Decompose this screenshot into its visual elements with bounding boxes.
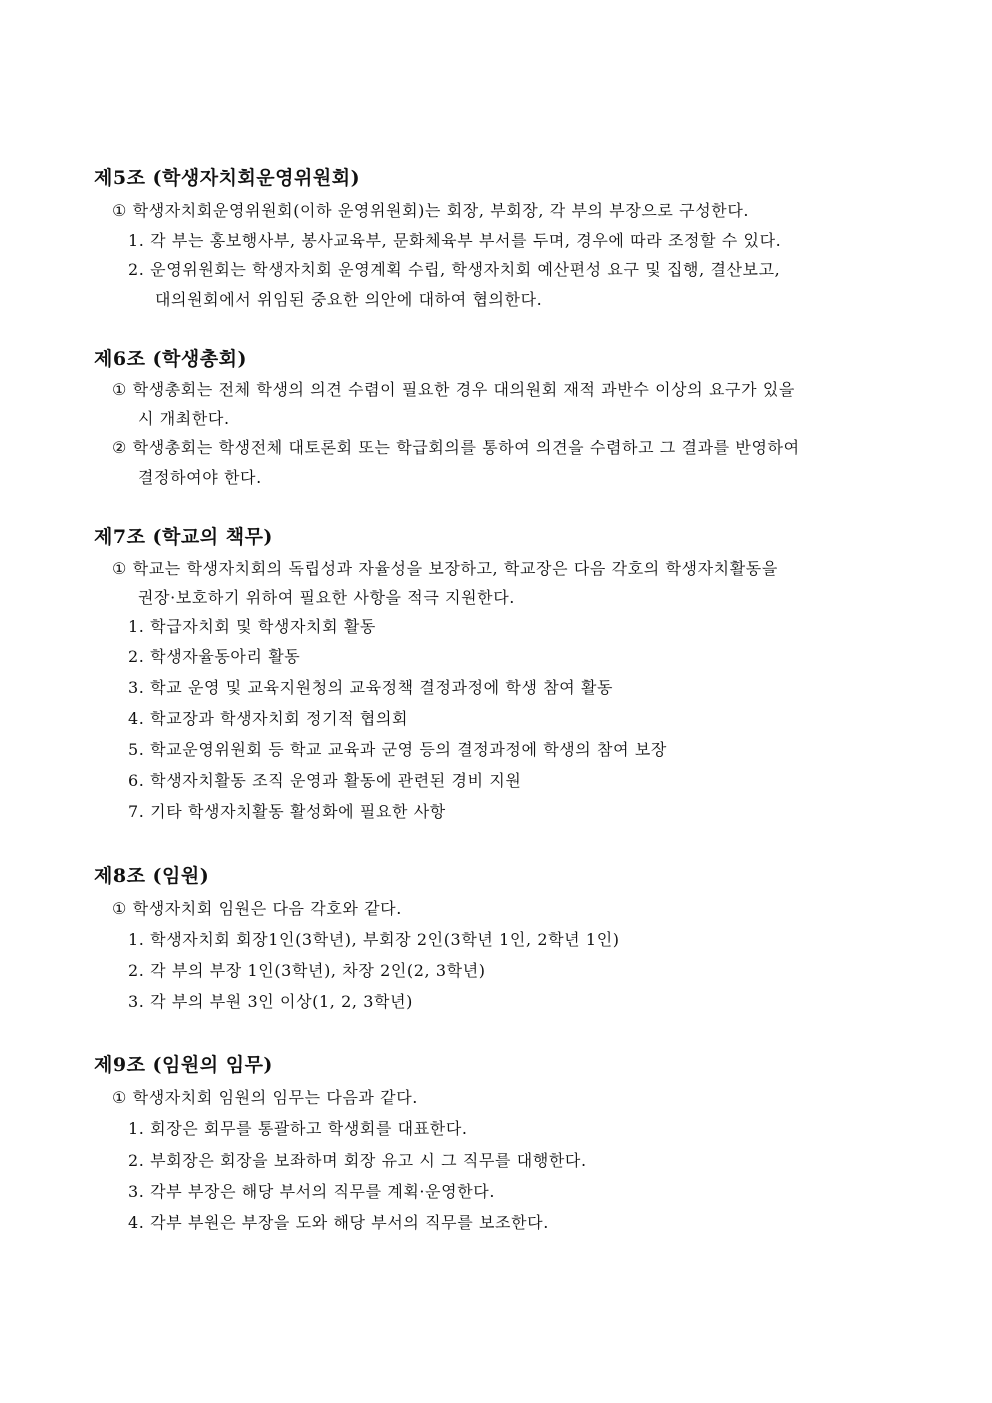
article-5-item-1 [128, 228, 781, 251]
item-text: 회장은 회무를 통괄하고 학생회를 대표한다. [150, 1119, 468, 1138]
item-marker: 3. [128, 678, 145, 697]
article-5-title: 제5조 (학생자치회운영위원회) [94, 167, 361, 189]
clause-marker: ① [112, 201, 127, 220]
item-marker: 1. [128, 930, 145, 949]
clause-text: 학교는 학생자치회의 독립성과 자율성을 보장하고, 학교장은 다음 각호의 학생자치활동을 [132, 559, 778, 578]
article-7-item-3 [128, 675, 613, 698]
item-text: 부회장은 회장을 보좌하며 회장 유고 시 그 직무를 대행한다. [150, 1151, 587, 1170]
article-8-item-2 [128, 958, 486, 981]
article-8-item-3 [128, 989, 413, 1012]
article-6-clause-1 [112, 377, 795, 400]
item-text: 학교 운영 및 교육지원청의 교육정책 결정과정에 학생 참여 활동 [150, 678, 614, 697]
article-7-item-5 [128, 737, 667, 760]
article-8-title: 제8조 (임원) [94, 865, 210, 887]
item-marker: 2. [128, 961, 145, 980]
item-marker: 1. [128, 231, 145, 250]
article-7-clause-1 [112, 556, 778, 579]
item-text: 각 부는 홍보행사부, 봉사교육부, 문화체육부 부서를 두며, 경우에 따라 조정할 수 있다. [150, 231, 782, 250]
article-8-clause-1 [112, 896, 402, 919]
article-9-item-4 [128, 1210, 549, 1233]
article-9-clause-1 [112, 1085, 418, 1108]
item-marker: 2. [128, 647, 145, 666]
item-marker: 7. [128, 802, 145, 821]
item-marker: 6. [128, 771, 145, 790]
article-6-clause-2-cont: 결정하여야 한다. [138, 468, 262, 487]
article-5-item-2-cont: 대의원회에서 위임된 중요한 의안에 대하여 협의한다. [155, 290, 543, 309]
item-marker: 4. [128, 709, 145, 728]
item-text: 학교운영위원회 등 학교 교육과 군영 등의 결정과정에 학생의 참여 보장 [150, 740, 667, 759]
article-5-item-2 [128, 257, 780, 280]
clause-marker: ① [112, 1088, 127, 1107]
item-text: 운영위원회는 학생자치회 운영계획 수립, 학생자치회 예산편성 요구 및 집행, 결산보고, [150, 260, 781, 279]
item-marker: 1. [128, 1119, 145, 1138]
article-7-item-4 [128, 706, 408, 729]
item-marker: 1. [128, 617, 145, 636]
clause-marker: ① [112, 559, 127, 578]
item-text: 학생자율동아리 활동 [150, 647, 301, 666]
article-5-clause-1 [112, 198, 749, 221]
clause-marker: ② [112, 438, 127, 457]
item-text: 기타 학생자치활동 활성화에 필요한 사항 [150, 802, 446, 821]
item-marker: 2. [128, 1151, 145, 1170]
item-text: 각 부의 부장 1인(3학년), 차장 2인(2, 3학년) [150, 961, 486, 980]
article-9-title: 제9조 (임원의 임무) [94, 1054, 273, 1076]
article-9-item-1 [128, 1116, 468, 1139]
clause-text: 학생자치회 임원의 임무는 다음과 같다. [132, 1088, 418, 1107]
article-8-item-1 [128, 927, 620, 950]
clause-text: 학생자치회운영위원회(이하 운영위원회)는 회장, 부회장, 각 부의 부장으로 구성한다. [132, 201, 750, 220]
item-text: 학생자치활동 조직 운영과 활동에 관련된 경비 지원 [150, 771, 522, 790]
article-7-clause-1-cont: 권장·보호하기 위하여 필요한 사항을 적극 지원한다. [138, 588, 515, 607]
clause-marker: ① [112, 380, 127, 399]
item-marker: 2. [128, 260, 145, 279]
item-marker: 5. [128, 740, 145, 759]
article-7-item-7 [128, 799, 446, 822]
article-9-item-3 [128, 1179, 495, 1202]
clause-text: 학생자치회 임원은 다음 각호와 같다. [132, 899, 402, 918]
item-text: 학교장과 학생자치회 정기적 협의회 [150, 709, 409, 728]
item-text: 학급자치회 및 학생자치회 활동 [150, 617, 376, 636]
article-7-title: 제7조 (학교의 책무) [94, 526, 273, 548]
article-6-title: 제6조 (학생총회) [94, 348, 247, 370]
article-7-item-6 [128, 768, 521, 791]
item-text: 각 부의 부원 3인 이상(1, 2, 3학년) [150, 992, 414, 1011]
item-text: 학생자치회 회장1인(3학년), 부회장 2인(3학년 1인, 2학년 1인) [150, 930, 620, 949]
clause-text: 학생총회는 전체 학생의 의견 수렴이 필요한 경우 대의원회 재적 과반수 이상의 요구가 있을 [132, 380, 795, 399]
clause-text: 학생총회는 학생전체 대토론회 또는 학급회의를 통하여 의견을 수렴하고 그 결과를 반영하여 [132, 438, 800, 457]
item-marker: 4. [128, 1213, 145, 1232]
article-7-item-2 [128, 644, 300, 667]
article-6-clause-2 [112, 435, 800, 458]
item-text: 각부 부장은 해당 부서의 직무를 계획·운영한다. [150, 1182, 496, 1201]
clause-marker: ① [112, 899, 127, 918]
article-6-clause-1-cont: 시 개최한다. [138, 409, 230, 428]
item-marker: 3. [128, 1182, 145, 1201]
article-7-item-1 [128, 614, 376, 637]
item-marker: 3. [128, 992, 145, 1011]
item-text: 각부 부원은 부장을 도와 해당 부서의 직무를 보조한다. [150, 1213, 549, 1232]
article-9-item-2 [128, 1148, 587, 1171]
